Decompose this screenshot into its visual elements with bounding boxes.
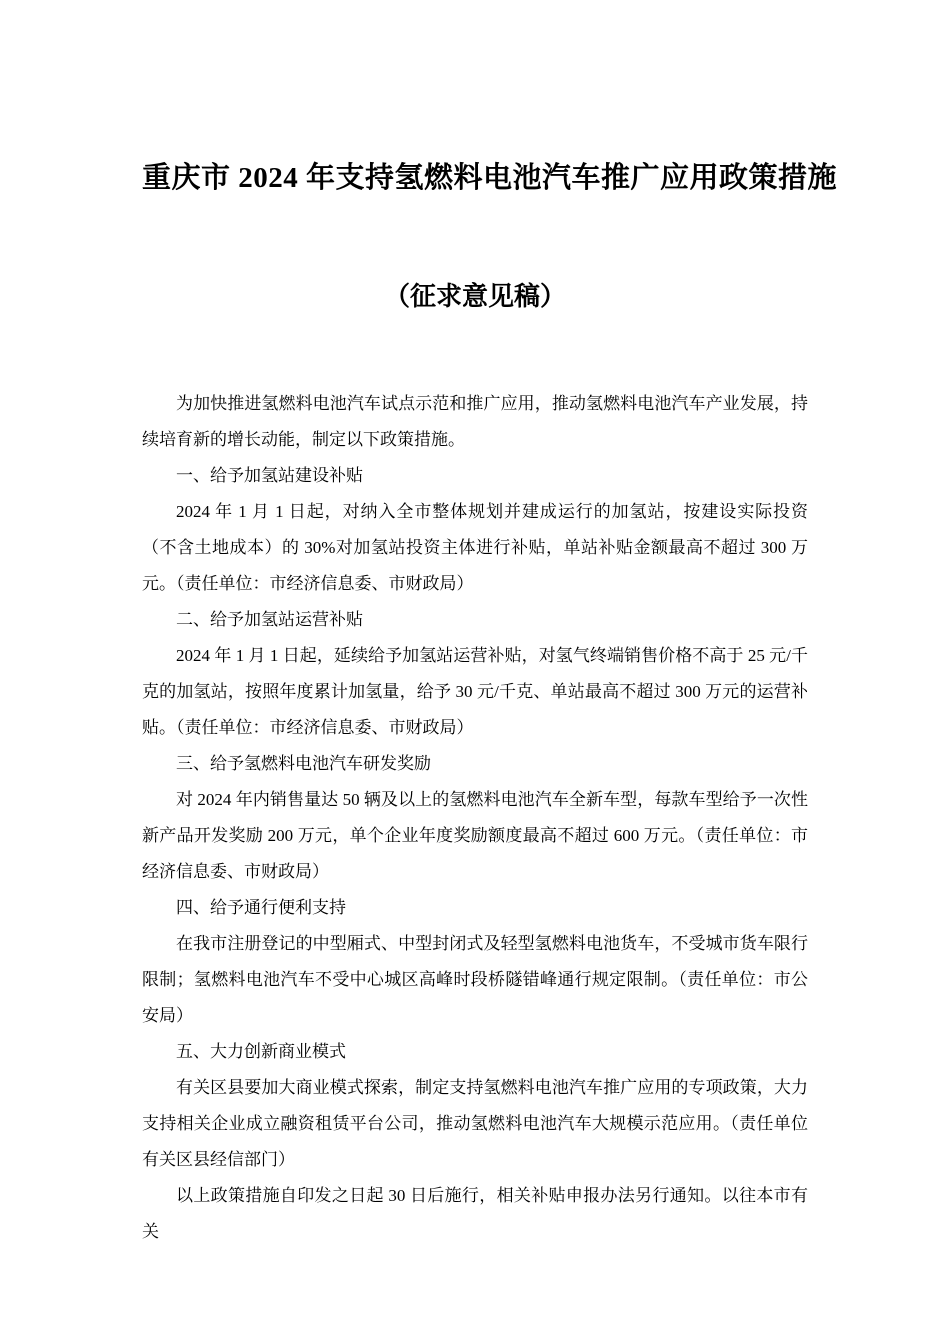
section-3-paragraph: 对 2024 年内销售量达 50 辆及以上的氢燃料电池汽车全新车型，每款车型给予一次性新产品开发奖励 200 万元，单个企业年度奖励额度最高不超过 600 万元。（责任单位：市经济信息委、市财政局） xyxy=(142,790,808,881)
intro-paragraph: 为加快推进氢燃料电池汽车试点示范和推广应用，推动氢燃料电池汽车产业发展，持续培育新的增长动能，制定以下政策措施。 xyxy=(142,394,808,449)
section-heading-5: 五、大力创新商业模式 xyxy=(176,1042,346,1061)
section-1-paragraph: 2024 年 1 月 1 日起，对纳入全市整体规划并建成运行的加氢站，按建设实际投资（不含土地成本）的 30%对加氢站投资主体进行补贴，单站补贴金额最高不超过 300 万元。（责任单位：市经济信息委、市财政局） xyxy=(142,502,808,593)
section-heading-3: 三、给予氢燃料电池汽车研发奖励 xyxy=(176,754,431,773)
section-heading-1: 一、给予加氢站建设补贴 xyxy=(176,466,363,485)
section-2-paragraph: 2024 年 1 月 1 日起，延续给予加氢站运营补贴，对氢气终端销售价格不高于 25 元/千克的加氢站，按照年度累计加氢量，给予 30 元/千克、单站最高不超过 300 万元的运营补贴。（责任单位：市经济信息委、市财政局） xyxy=(142,646,808,737)
section-4-paragraph: 在我市注册登记的中型厢式、中型封闭式及轻型氢燃料电池货车，不受城市货车限行限制；氢燃料电池汽车不受中心城区高峰时段桥隧错峰通行规定限制。（责任单位：市公安局） xyxy=(142,934,808,1025)
document-title: 重庆市 2024 年支持氢燃料电池汽车推广应用政策措施 xyxy=(142,162,838,194)
section-heading-2: 二、给予加氢站运营补贴 xyxy=(176,610,363,629)
document-subtitle: （征求意见稿） xyxy=(383,282,566,311)
section-5-paragraph: 有关区县要加大商业模式探索，制定支持氢燃料电池汽车推广应用的专项政策，大力支持相关企业成立融资租赁平台公司，推动氢燃料电池汽车大规模示范应用。（责任单位有关区县经信部门） xyxy=(142,1078,808,1169)
section-heading-4: 四、给予通行便利支持 xyxy=(176,898,346,917)
document-body xyxy=(142,386,808,1250)
closing-paragraph: 以上政策措施自印发之日起 30 日后施行，相关补贴申报办法另行通知。以往本市有关 xyxy=(142,1186,808,1241)
